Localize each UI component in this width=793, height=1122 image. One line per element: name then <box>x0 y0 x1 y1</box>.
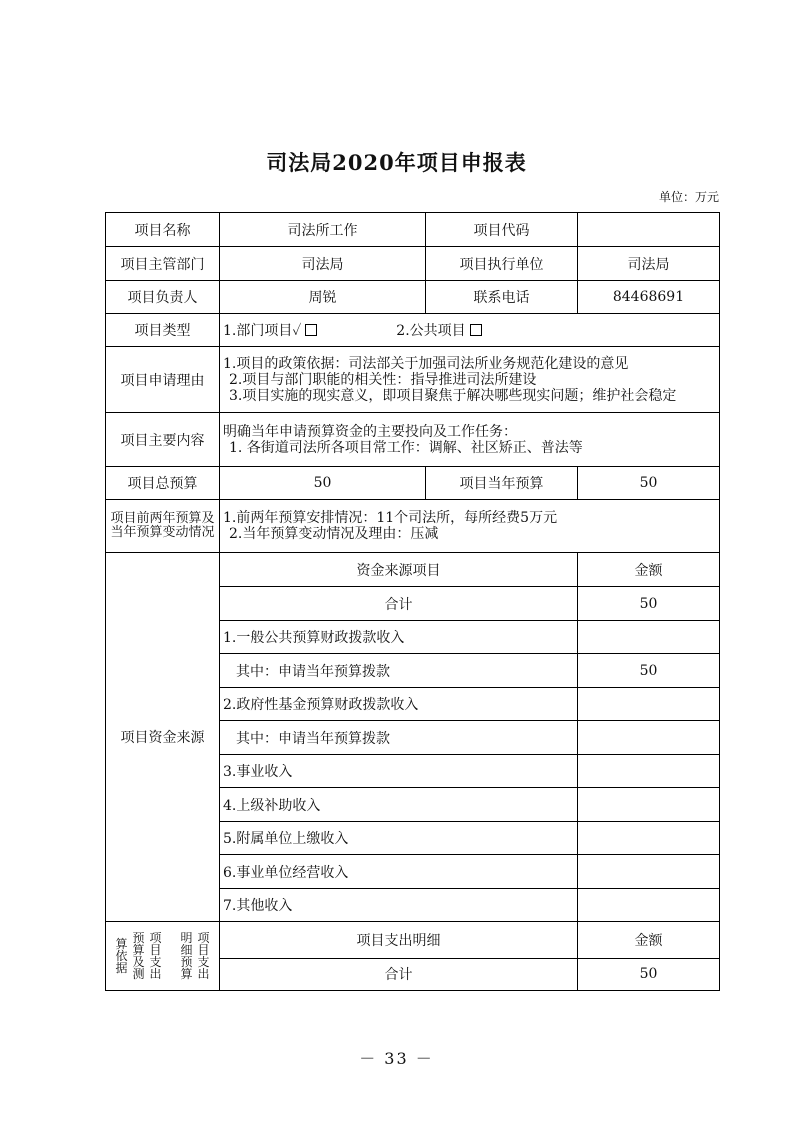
row-owner <box>106 281 720 314</box>
funding-item: 2.政府性基金预算财政拨款收入 <box>220 688 578 721</box>
funding-header-item: 资金来源项目 <box>220 553 578 587</box>
content-text <box>220 413 720 467</box>
change-text <box>220 500 720 553</box>
funding-item: 合计 <box>220 587 578 621</box>
content-line: 1. 各街道司法所各项目常工作：调解、社区矫正、普法等 <box>229 439 583 456</box>
owner-label: 项目负责人 <box>106 281 220 314</box>
type-options <box>220 314 720 347</box>
expense-total-item: 合计 <box>220 958 578 990</box>
type-option-public: 2.公共项目 <box>396 323 466 339</box>
funding-item: 3.事业收入 <box>220 755 578 788</box>
expense-header-amount: 金额 <box>578 922 720 959</box>
reason-line: 1.项目的政策依据：司法部关于加强司法所业务规范化建设的意见 <box>223 355 629 372</box>
side-col-5: 项目支出 <box>197 931 210 981</box>
funding-item: 5.附属单位上缴收入 <box>220 822 578 855</box>
funding-header-amount: 金额 <box>578 553 720 587</box>
reason-line: 3.项目实施的现实意义，即项目聚焦于解决哪些现实问题；维护社会稳定 <box>229 387 677 404</box>
current-budget-value: 50 <box>578 467 720 500</box>
side-col-3: 项目支出 <box>149 931 162 981</box>
project-name-label: 项目名称 <box>106 213 220 247</box>
funding-amount: 50 <box>578 587 720 621</box>
current-budget-label: 项目当年预算 <box>426 467 578 500</box>
unit-label: 单位：万元 <box>658 190 719 204</box>
row-content <box>106 413 720 467</box>
funding-amount <box>578 755 720 788</box>
dept-value: 司法局 <box>220 247 426 281</box>
funding-amount <box>578 822 720 855</box>
row-budget <box>106 467 720 500</box>
owner-value: 周锐 <box>220 281 426 314</box>
expense-total-amount: 50 <box>578 958 720 990</box>
expense-header-row <box>106 922 720 959</box>
side-col-2: 预算及测 <box>132 931 145 981</box>
project-name-value: 司法所工作 <box>220 213 426 247</box>
total-budget-value: 50 <box>220 467 426 500</box>
content-line: 明确当年申请预算资金的主要投向及工作任务： <box>223 423 517 440</box>
type-option-dept: 1.部门项目✓ <box>223 323 302 339</box>
expense-header-item: 项目支出明细 <box>220 922 578 959</box>
funding-header-row <box>106 553 720 587</box>
funding-item: 1.一般公共预算财政拨款收入 <box>220 621 578 654</box>
project-code-label: 项目代码 <box>426 213 578 247</box>
funding-item: 其中：申请当年预算拨款 <box>220 721 578 755</box>
change-line: 1.前两年预算安排情况：11个司法所，每所经费5万元 <box>223 510 558 526</box>
reason-line: 2.项目与部门职能的相关性：指导推进司法所建设 <box>229 371 537 388</box>
funding-amount <box>578 721 720 755</box>
row-project-type <box>106 314 720 347</box>
row-department <box>106 247 720 281</box>
reason-text <box>220 347 720 413</box>
content-label: 项目主要内容 <box>106 413 220 467</box>
row-reason <box>106 347 720 413</box>
phone-label: 联系电话 <box>426 281 578 314</box>
funding-item: 4.上级补助收入 <box>220 788 578 822</box>
project-code-value <box>578 213 720 247</box>
checkbox-icon <box>470 324 482 336</box>
funding-amount <box>578 688 720 721</box>
funding-amount <box>578 889 720 922</box>
funding-amount <box>578 855 720 889</box>
reason-label: 项目申请理由 <box>106 347 220 413</box>
page-title: 司法局2020年项目申报表 <box>266 150 527 175</box>
side-col-1: 算依据 <box>115 937 128 975</box>
change-line: 2.当年预算变动情况及理由：压减 <box>229 526 439 542</box>
phone-value: 84468691 <box>578 281 720 314</box>
exec-unit-value: 司法局 <box>578 247 720 281</box>
funding-amount: 50 <box>578 654 720 688</box>
project-application-table <box>105 212 720 991</box>
page-number: － 33 － <box>359 1049 434 1068</box>
funding-label: 项目资金来源 <box>106 553 220 922</box>
row-project-name <box>106 213 720 247</box>
expense-side-label <box>106 922 220 991</box>
funding-amount <box>578 788 720 822</box>
total-budget-label: 项目总预算 <box>106 467 220 500</box>
checkbox-icon <box>305 324 317 336</box>
funding-item: 其中：申请当年预算拨款 <box>220 654 578 688</box>
funding-item: 7.其他收入 <box>220 889 578 922</box>
funding-item: 6.事业单位经营收入 <box>220 855 578 889</box>
side-col-4: 明细预算 <box>180 931 193 981</box>
type-label: 项目类型 <box>106 314 220 347</box>
funding-amount <box>578 621 720 654</box>
exec-unit-label: 项目执行单位 <box>426 247 578 281</box>
change-label: 项目前两年预算及当年预算变动情况 <box>106 500 220 553</box>
dept-label: 项目主管部门 <box>106 247 220 281</box>
row-budget-change <box>106 500 720 553</box>
